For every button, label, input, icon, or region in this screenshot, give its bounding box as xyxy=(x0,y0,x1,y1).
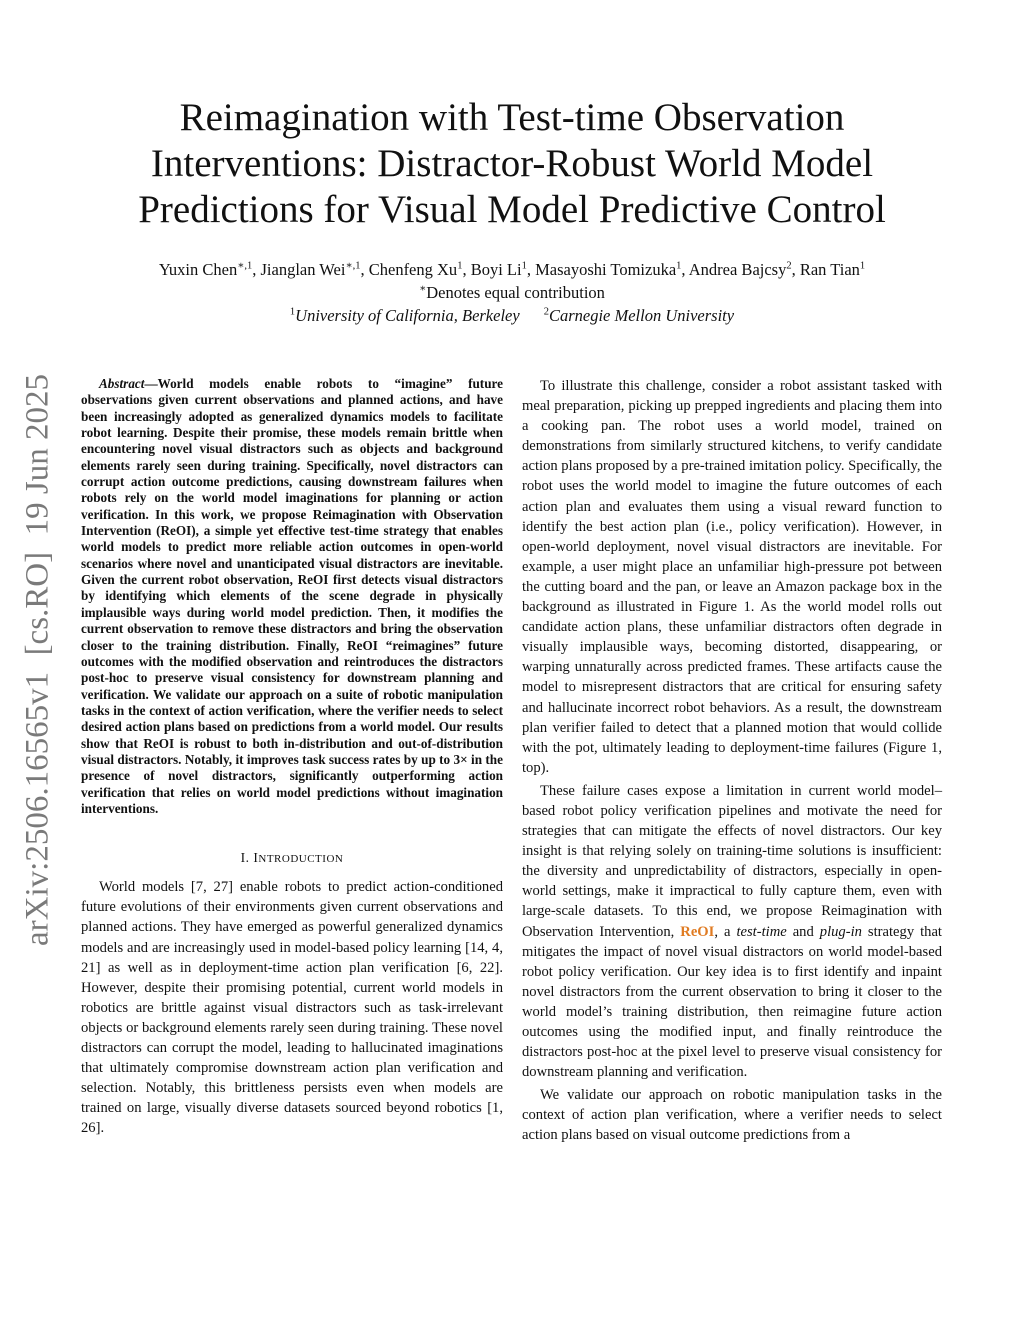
section-title-rest: NTRODUCTION xyxy=(258,853,344,866)
author: Masayoshi Tomizuka xyxy=(535,260,677,279)
text-run: strategy that mitigates the impact of novel visual distractors on world model-based robot policy verification. Our key idea is to first identify and inpaint novel distractors from the current observation to bring it closer to the world model’s training distribution, then reimagine future action outcomes using the modified input, and finally reintroduce the distractors post-hoc at the pixel level to preserve visual consistency for downstream planning and verification. xyxy=(522,923,942,1081)
author-sup: 1 xyxy=(457,260,463,272)
author-sup: 2 xyxy=(786,260,792,272)
section-heading xyxy=(81,850,503,866)
emphasis: plug-in xyxy=(819,923,862,940)
author: Chenfeng Xu xyxy=(368,260,458,279)
body-paragraph xyxy=(522,781,942,1082)
affil-sup: 2 xyxy=(543,306,549,318)
left-column xyxy=(81,376,503,1139)
author-sup: 1 xyxy=(521,260,527,272)
body-paragraph: To illustrate this challenge, consider a robot assistant tasked with meal preparation, picking up prepped ingredients and placing them into a cooking pan. The robot uses a world model, trained on demonstrations from similarly structured kitchens, to verify candidate action plans proposed by a pre-trained imitation policy. Specifically, the robot uses the world model to imagine the future outcomes of each action plan and evaluates them using a visual reward function to identify the best action plan (i.e., policy verification). However, in open-world deployment, novel visual distractors are inevitable. For example, a user might place an unfamiliar high-pressure pot between the cutting board and the pan, or leave an Amazon package box in the background as illustrated in Figure 1. As the world model rolls out candidate action plans, these unfamiliar distractors often degrade in visually implausible ways, becoming distorted, disappearing, or warping unnaturally across predicted frames. These artifacts cause the model to misrepresent distractors that are critical for ensuring safety and hallucinate incorrect robot behaviors. As a result, the downstream plan verifier failed to detect that a planned motion that would collide with the pot, ultimately leading to deployment-time failures (Figure 1, top). xyxy=(522,378,942,776)
text-run: , a xyxy=(714,923,737,940)
author-sup: ∗,1 xyxy=(237,260,253,272)
equal-contribution-note xyxy=(60,282,964,304)
text-run: and xyxy=(786,923,820,940)
paper-title: Reimagination with Test-time Observation Interventions: Distractor-Robust World Model Predictions for Visual Model Predictive Control xyxy=(138,96,886,231)
section-initial: I xyxy=(253,850,259,866)
note-sup: ∗ xyxy=(419,283,427,295)
author-list: Yuxin Chen$^{∗,1}$, Jianglan Wei$^{∗,1}$, Chenfeng Xu$^1$, Boyi Li$^1$, Masayoshi Tomizuka$^1$, Andrea Bajcsy$^2$, Ran Tian$^1$ xyxy=(158,260,866,279)
author: Jianglan Wei xyxy=(260,260,346,279)
emphasis: test-time xyxy=(736,923,787,940)
affiliation: University of California, Berkeley xyxy=(295,306,520,325)
note-text: Denotes equal contribution xyxy=(426,283,605,302)
abstract-label: Abstract xyxy=(99,376,145,391)
author-sup: 1 xyxy=(676,260,682,272)
author: Boyi Li xyxy=(470,260,522,279)
right-column xyxy=(522,376,942,1146)
intro-paragraph: World models [7, 27] enable robots to predict action-conditioned future evolutions of their environments given current observations and planned actions. They have emerged as powerful generalized dynamics models and are increasingly used in model-based policy learning [14, 4, 21] as well as in deployment-time action plan verification [6, 22]. However, despite their promising potential, current world models in robotics are brittle against visual distractors such as task-irrelevant objects or background elements rarely seen during training. These novel distractors can corrupt the model, leading to hallucinated imaginations that ultimately compromise downstream action plan verification and selection. Notably, this brittleness persists even when models are trained on large, visually diverse datasets sourced beyond robotics [1, 26]. xyxy=(81,879,503,1137)
affiliation: Carnegie Mellon University xyxy=(548,306,735,325)
method-name-link[interactable]: ReOI xyxy=(680,923,715,940)
arxiv-identifier: arXiv:2506.16565v1 [cs.RO] 19 Jun 2025 xyxy=(19,374,56,946)
author-sup: 1 xyxy=(859,260,866,272)
abstract-text: —World models enable robots to “imagine” future observations given current observations and planned actions, and have been increasingly adopted as generalized dynamics models to facilitate robot learning. Despite their promise, these models remain brittle when encountering novel visual distractors such as objects and background elements rarely seen during training. Specifically, novel distractors can corrupt action outcome predictions, causing downstream failures when robots rely on the world model imaginations for planning or action verification. In this work, we propose Reimagination with Observation Intervention (ReOI), a simple yet effective test-time strategy that enables world models to predict more reliable action outcomes in open-world scenarios where novel and unanticipated visual distractors are inevitable. Given the current robot observation, ReOI first detects visual distractors by identifying which elements of the scene degrade in physically implausible ways during world model prediction. Then, it modifies the current observation to remove these distractors and bring the observation closer to the training distribution. Finally, ReOI “reimagines” future outcomes with the modified observation and reintroduces the distractors post-hoc to preserve visual consistency for downstream planning and verification. We validate our approach on a suite of robotic manipulation tasks in the context of action verification, where the verifier needs to select desired action plans based on predictions from a world model. Our results show that ReOI is robust to both in-distribution and out-of-distribution visual distractors. Notably, it improves task success rates by up to 3× in the presence of novel distractors, significantly outperforming action verification that relies on world model predictions without imagination interventions. xyxy=(81,376,503,816)
affiliations xyxy=(60,305,964,327)
affil-sup: 1 xyxy=(289,306,296,318)
author: Yuxin Chen xyxy=(158,260,238,279)
text-run: These failure cases expose a limitation in current world model–based robot policy verification pipelines and motivate the need for strategies that can mitigate the effects of novel distractors. Our key insight is that relying solely on training-time solutions is insufficient: the diversity and unpredictability of distractors, especially in open-world settings, make it impractical to fully capture them, even with large-scale datasets. To this end, we propose Reimagination with Observation Intervention, xyxy=(522,782,942,940)
author: Ran Tian xyxy=(799,260,860,279)
body-paragraph: We validate our approach on robotic manipulation tasks in the context of action plan verification, where a verifier needs to select action plans based on visual outcome predictions from a xyxy=(522,1087,942,1144)
section-numeral: I. xyxy=(240,850,250,866)
author: Andrea Bajcsy xyxy=(688,260,787,279)
abstract xyxy=(81,376,503,817)
author-sup: ∗,1 xyxy=(345,260,361,272)
